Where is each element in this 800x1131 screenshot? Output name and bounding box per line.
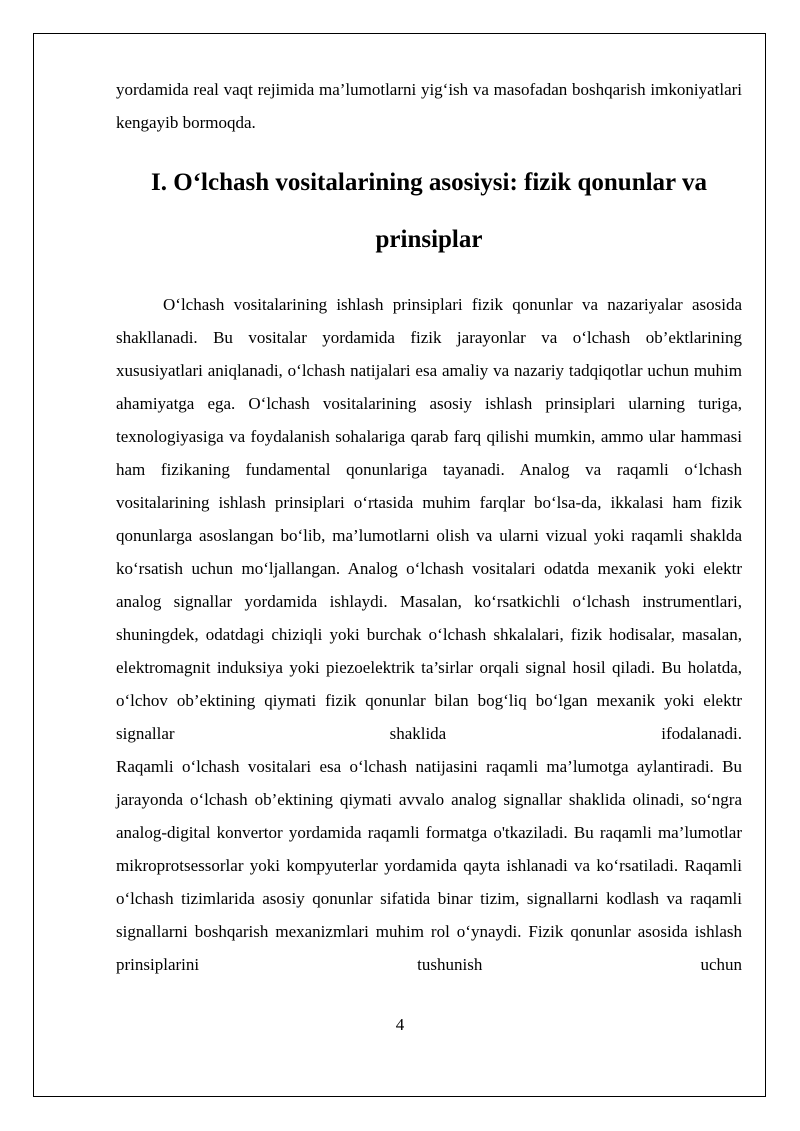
intro-paragraph: yordamida real vaqt rejimida ma’lumotlarni yig‘ish va masofadan boshqarish imkoniyatlari kengayib bormoqda. <box>116 80 742 132</box>
body-paragraph-part1: O‘lchash vositalarining ishlash prinsiplari fizik qonunlar va nazariyalar asosida shakllanadi. Bu vositalar yordamida fizik jarayonlar va o‘lchash ob’ektlarining xususiyatlari aniqlanadi, o‘lchash natijalari esa amaliy va nazariy tadqiqotlar uchun muhim ahamiyatga ega. O‘lchash vositalarining asosiy ishlash prinsiplari ularning turiga, texnologiyasiga va foydalanish sohalariga qarab farq qilishi mumkin, ammo ular hammasi ham fizikaning fundamental qonunlariga tayanadi. Analog va raqamli o‘lchash vositalarining ishlash prinsiplari o‘rtasida muhim farqlar bo‘lsa-da, ikkalasi ham fizik qonunlarga asoslangan bo‘lib, ma’lumotlarni olish va ularni vizual yoki raqamli shaklda ko‘rsatish uchun mo‘ljallangan. Analog o‘lchash vositalari odatda mexanik yoki elektr analog signallar yordamida ishlaydi. Masalan, ko‘rsatkichli o‘lchash instrumentlari, shuningdek, odatdagi chiziqli yoki burchak o‘lchash shkalalari, fizik hodisalar, masalan, elektromagnit induksiya yoki piezoelektrik ta’sirlar orqali signal hosil qiladi. Bu holatda, o‘lchov ob’ektining qiymati fizik qonunlar bilan bog‘liq bo‘lgan mexanik yoki elektr signallar shaklida ifodalanadi. <box>116 295 742 743</box>
page-content <box>116 73 742 981</box>
page-number: 4 <box>395 1015 405 1034</box>
body-paragraph-part2: Raqamli o‘lchash vositalari esa o‘lchash natijasini raqamli ma’lumotga aylantiradi. Bu jarayonda o‘lchash ob’ektining qiymati avvalo analog signallar shaklida olinadi, so‘ngra analog-digital konvertor yordamida raqamli formatga o'tkaziladi. Bu raqamli ma’lumotlar mikroprotsessorlar yoki kompyuterlar yordamida qayta ishlanadi va ko‘rsatiladi. Raqamli o‘lchash tizimlarida asosiy qonunlar sifatida binar tizim, signallarni kodlash va raqamli signallarni boshqarish mexanizmlari muhim rol o‘ynaydi. Fizik qonunlar asosida ishlash prinsiplarini tushunish uchun <box>116 757 742 974</box>
body-paragraph <box>116 288 742 981</box>
section-heading: I. O‘lchash vositalarining asosiysi: fizik qonunlar va prinsiplar <box>151 169 707 253</box>
